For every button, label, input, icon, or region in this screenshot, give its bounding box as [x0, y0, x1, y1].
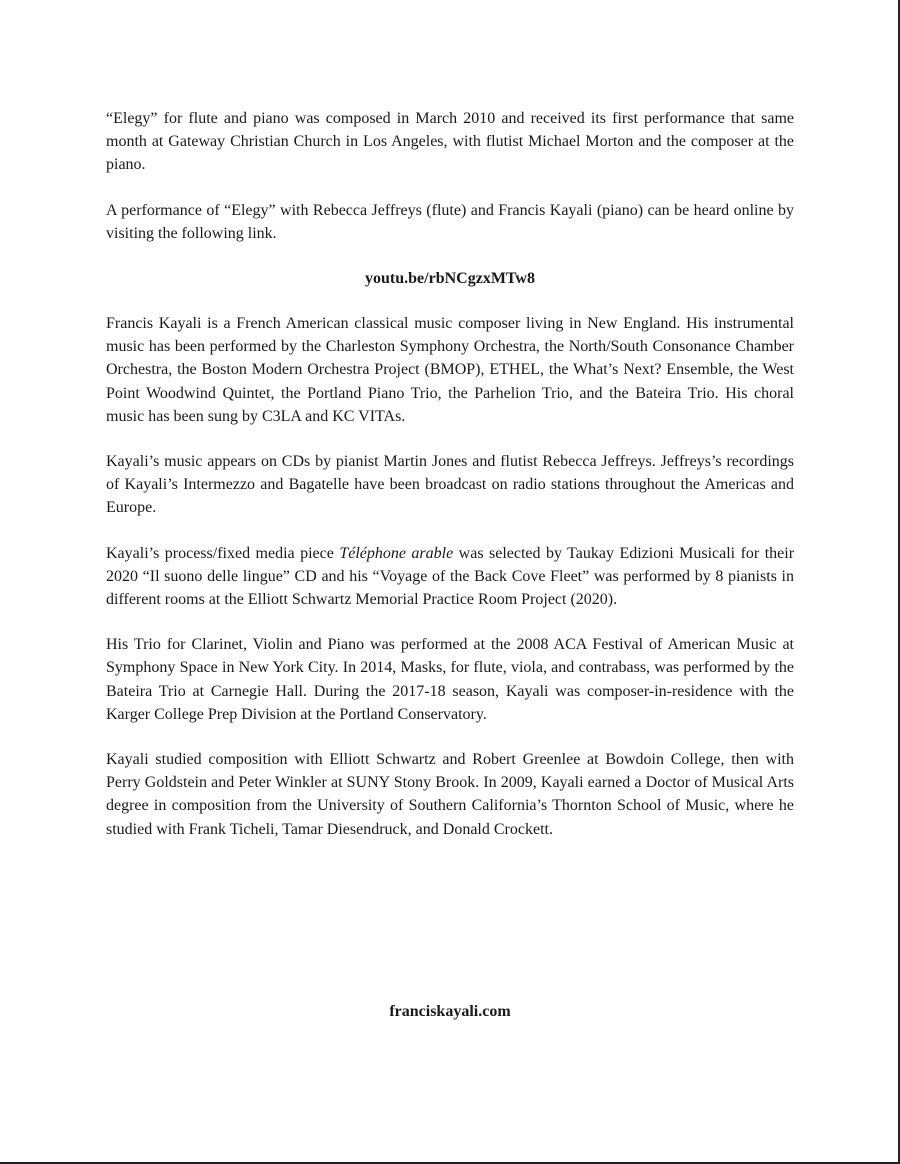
- intro-paragraph-performance: A performance of “Elegy” with Rebecca Jeffreys (flute) and Francis Kayali (piano) can be heard online by visiting the following link.: [106, 201, 794, 242]
- bio-paragraph-performances: Francis Kayali is a French American classical music composer living in New England. His instrumental music has been performed by the Charleston Symphony Orchestra, the North/South Consonance Chamber Orchestra, the Boston Modern Orchestra Project (BMOP), ETHEL, the What’s Next? Ensemble, the West Point Woodwind Quintet, the Portland Piano Trio, the Parhelion Trio, and the Bateira Trio. His choral music has been sung by C3LA and KC VITAs.: [106, 315, 794, 425]
- document-body: [106, 107, 794, 841]
- bio-paragraph-trio: His Trio for Clarinet, Violin and Piano was performed at the 2008 ACA Festival of American Music at Symphony Space in New York City. In 2014, Masks, for flute, viola, and contrabass, was performed by the Bateira Trio at Carnegie Hall. During the 2017-18 season, Kayali was composer-in-residence with the Karger College Prep Division at the Portland Conservatory.: [106, 636, 794, 723]
- bio-media-title: Téléphone arable: [339, 544, 454, 562]
- bio-paragraph-recordings: Kayali’s music appears on CDs by pianist Martin Jones and flutist Rebecca Jeffreys. Jeffreys’s recordings of Kayali’s Intermezzo and Bagatelle have been broadcast on radio stations throughout the Americas and Europe.: [106, 453, 794, 517]
- video-link[interactable]: youtu.be/rbNCgzxMTw8: [365, 270, 535, 288]
- bio-media-text-after: was selected by Taukay Edizioni Musicali for their 2020 “Il suono delle lingue” CD and his “Voyage of the Back Cove Fleet” was performed by 8 pianists in different rooms at the Elliott Schwartz Memorial Practice Room Project (2020).: [106, 544, 795, 609]
- bio-paragraph-media: [106, 542, 794, 612]
- website-link[interactable]: franciskayali.com: [389, 1003, 511, 1020]
- bio-paragraph-education: Kayali studied composition with Elliott Schwartz and Robert Greenlee at Bowdoin College, then with Perry Goldstein and Peter Winkler at SUNY Stony Brook. In 2009, Kayali earned a Doctor of Musical Arts degree in composition from the University of Southern California’s Thornton School of Music, where he studied with Frank Ticheli, Tamar Diesendruck, and Donald Crockett.: [106, 751, 794, 838]
- bio-media-text-before: Kayali’s process/fixed media piece: [106, 544, 340, 562]
- intro-paragraph-composition: “Elegy” for flute and piano was composed in March 2010 and received its first performance that same month at Gateway Christian Church in Los Angeles, with flutist Michael Morton and the composer at the piano.: [106, 110, 794, 174]
